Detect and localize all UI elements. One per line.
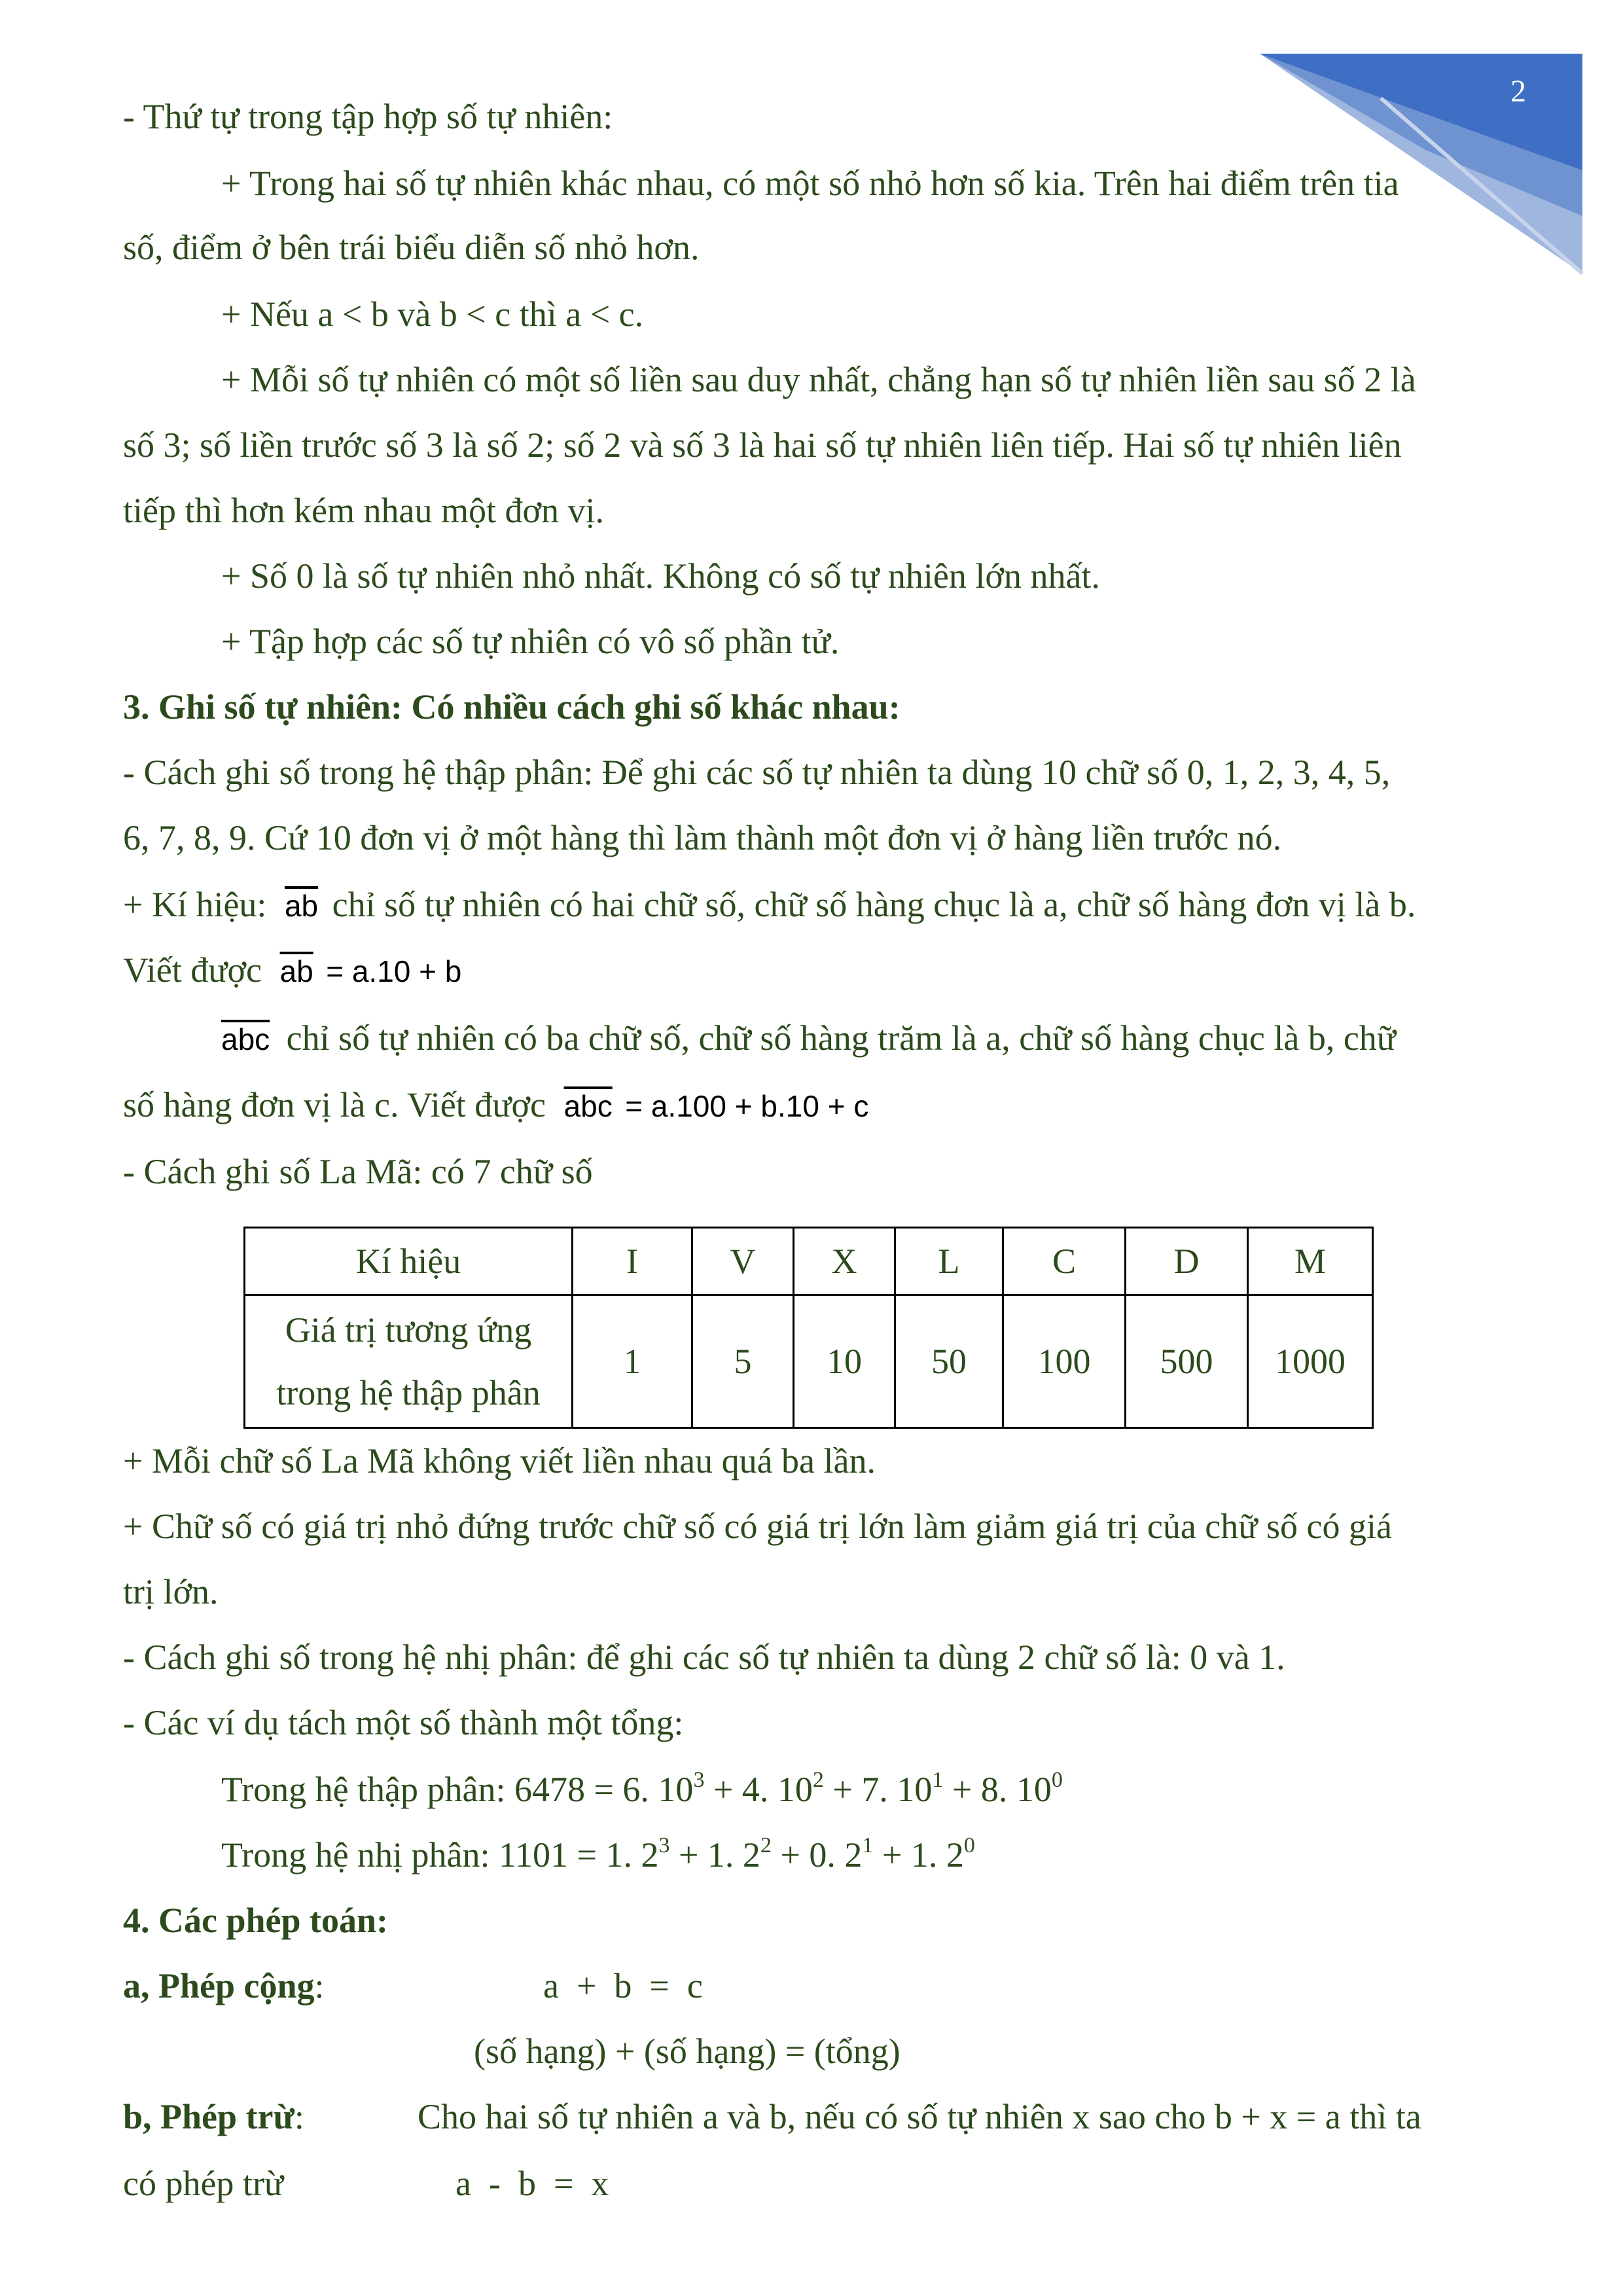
text-segment: chỉ số tự nhiên có ba chữ số, chữ số hàng trăm là a, chữ số hàng chục là b, chữ bbox=[286, 1018, 1397, 1058]
exponent: 2 bbox=[812, 1768, 824, 1792]
table-cell: C bbox=[1003, 1228, 1126, 1295]
exponent: 1 bbox=[862, 1833, 874, 1857]
math-abc: $\overline{abc}$ bbox=[221, 1022, 270, 1056]
page-number: 2 bbox=[1510, 74, 1526, 109]
text-line: + Chữ số có giá trị nhỏ đứng trước chữ số có giá trị lớn làm giảm giá trị của chữ số có giá bbox=[123, 1507, 1392, 1546]
text-segment: Trong hệ nhị phân: 1101 = 1. 2 bbox=[221, 1835, 659, 1874]
addition-formula: a + b = c bbox=[543, 1966, 703, 2005]
table-row bbox=[245, 1228, 1373, 1295]
exponent: 3 bbox=[658, 1833, 670, 1857]
table-cell: I bbox=[573, 1228, 692, 1295]
text-line: + Trong hai số tự nhiên khác nhau, có một số nhỏ hơn số kia. Trên hai điểm trên tia bbox=[221, 164, 1399, 203]
text-segment: + 4. 10 bbox=[704, 1770, 813, 1809]
addition-terms: (số hạng) + (số hạng) = (tổng) bbox=[474, 2032, 901, 2071]
text-line: - Các ví dụ tách một số thành một tổng: bbox=[123, 1703, 684, 1742]
text-line bbox=[123, 946, 461, 995]
text-segment: + 1. 2 bbox=[873, 1835, 964, 1874]
addition-label-line bbox=[123, 1962, 325, 2009]
text-line: 6, 7, 8, 9. Cứ 10 đơn vị ở một hàng thì làm thành một đơn vị ở hàng liền trước nó. bbox=[123, 818, 1282, 857]
text-line bbox=[123, 1081, 868, 1130]
math-abc-expansion: = a.100 + b.10 + c bbox=[625, 1089, 869, 1123]
math-abc: $\overline{abc}$ bbox=[563, 1089, 613, 1123]
decimal-expansion-line bbox=[221, 1766, 1063, 1813]
table-header-cell bbox=[245, 1295, 573, 1428]
binary-expansion-line bbox=[221, 1831, 975, 1878]
table-cell: 500 bbox=[1126, 1295, 1248, 1428]
text-segment: Trong hệ thập phân: 6478 = 6. 10 bbox=[221, 1770, 694, 1809]
exponent: 3 bbox=[693, 1768, 705, 1792]
exponent: 1 bbox=[932, 1768, 944, 1792]
table-label-line: Giá trị tương ứng bbox=[285, 1310, 532, 1350]
subtraction-text: Cho hai số tự nhiên a và b, nếu có số tự nhiên x sao cho b + x = a thì ta bbox=[418, 2097, 1421, 2136]
table-cell: 100 bbox=[1003, 1295, 1126, 1428]
text-segment: + 8. 10 bbox=[943, 1770, 1052, 1809]
text-segment: + Kí hiệu: bbox=[123, 885, 267, 924]
text-line: - Cách ghi số trong hệ nhị phân: để ghi các số tự nhiên ta dùng 2 chữ số là: 0 và 1. bbox=[123, 1638, 1285, 1677]
text-segment: : bbox=[314, 1966, 325, 2005]
table-cell: 1000 bbox=[1248, 1295, 1373, 1428]
subtraction-formula: a - b = x bbox=[455, 2164, 609, 2203]
text-segment: + 7. 10 bbox=[823, 1770, 933, 1809]
text-segment: : bbox=[294, 2097, 304, 2136]
text-line: + Tập hợp các số tự nhiên có vô số phần tử. bbox=[221, 622, 840, 661]
table-cell: D bbox=[1126, 1228, 1248, 1295]
text-line: + Số 0 là số tự nhiên nhỏ nhất. Không có số tự nhiên lớn nhất. bbox=[221, 556, 1100, 596]
text-line: - Thứ tự trong tập hợp số tự nhiên: bbox=[123, 97, 613, 136]
subtraction-label: b, Phép trừ bbox=[123, 2097, 294, 2136]
text-line: + Mỗi số tự nhiên có một số liền sau duy nhất, chẳng hạn số tự nhiên liền sau số 2 là bbox=[221, 360, 1416, 399]
exponent: 0 bbox=[963, 1833, 975, 1857]
text-line: số 3; số liền trước số 3 là số 2; số 2 và số 3 là hai số tự nhiên liên tiếp. Hai số tự nhiên liên bbox=[123, 425, 1402, 465]
table-row bbox=[245, 1295, 1373, 1428]
addition-label: a, Phép cộng bbox=[123, 1966, 315, 2005]
math-ab: $\overline{ab}$ bbox=[279, 954, 313, 988]
table-header-cell: Kí hiệu bbox=[245, 1228, 573, 1295]
subtraction-label-line bbox=[123, 2093, 304, 2140]
text-line: - Cách ghi số trong hệ thập phân: Để ghi các số tự nhiên ta dùng 10 chữ số 0, 1, 2, 3, 4, 5, bbox=[123, 753, 1391, 792]
table-cell: 1 bbox=[573, 1295, 692, 1428]
table-cell: V bbox=[692, 1228, 794, 1295]
table-cell: 5 bbox=[692, 1295, 794, 1428]
text-segment: chỉ số tự nhiên có hai chữ số, chữ số hàng chục là a, chữ số hàng đơn vị là b. bbox=[332, 885, 1416, 924]
text-line: + Nếu a < b và b < c thì a < c. bbox=[221, 295, 644, 334]
text-segment: + 0. 2 bbox=[771, 1835, 863, 1874]
section-heading: 4. Các phép toán: bbox=[123, 1901, 389, 1940]
math-ab-expansion: = a.10 + b bbox=[326, 954, 462, 988]
text-line: tiếp thì hơn kém nhau một đơn vị. bbox=[123, 491, 605, 530]
text-line: số, điểm ở bên trái biểu diễn số nhỏ hơn. bbox=[123, 228, 700, 267]
text-segment: số hàng đơn vị là c. Viết được bbox=[123, 1085, 546, 1124]
text-segment: Viết được bbox=[123, 950, 262, 990]
roman-numeral-table bbox=[243, 1227, 1374, 1429]
table-cell: 10 bbox=[794, 1295, 895, 1428]
text-line: - Cách ghi số La Mã: có 7 chữ số bbox=[123, 1152, 593, 1191]
math-ab: $\overline{ab}$ bbox=[284, 889, 319, 923]
text-line bbox=[123, 881, 1416, 929]
text-line: có phép trừ bbox=[123, 2164, 284, 2203]
table-cell: 50 bbox=[895, 1295, 1003, 1428]
table-label-line: trong hệ thập phân bbox=[276, 1373, 541, 1412]
text-line: + Mỗi chữ số La Mã không viết liền nhau quá ba lần. bbox=[123, 1441, 876, 1480]
section-heading: 3. Ghi số tự nhiên: Có nhiều cách ghi số khác nhau: bbox=[123, 687, 901, 726]
exponent: 0 bbox=[1051, 1768, 1063, 1792]
table-cell: X bbox=[794, 1228, 895, 1295]
text-line bbox=[221, 1014, 1396, 1063]
table-cell: L bbox=[895, 1228, 1003, 1295]
text-segment: + 1. 2 bbox=[669, 1835, 760, 1874]
table-cell: M bbox=[1248, 1228, 1373, 1295]
exponent: 2 bbox=[760, 1833, 772, 1857]
text-line: trị lớn. bbox=[123, 1572, 219, 1611]
